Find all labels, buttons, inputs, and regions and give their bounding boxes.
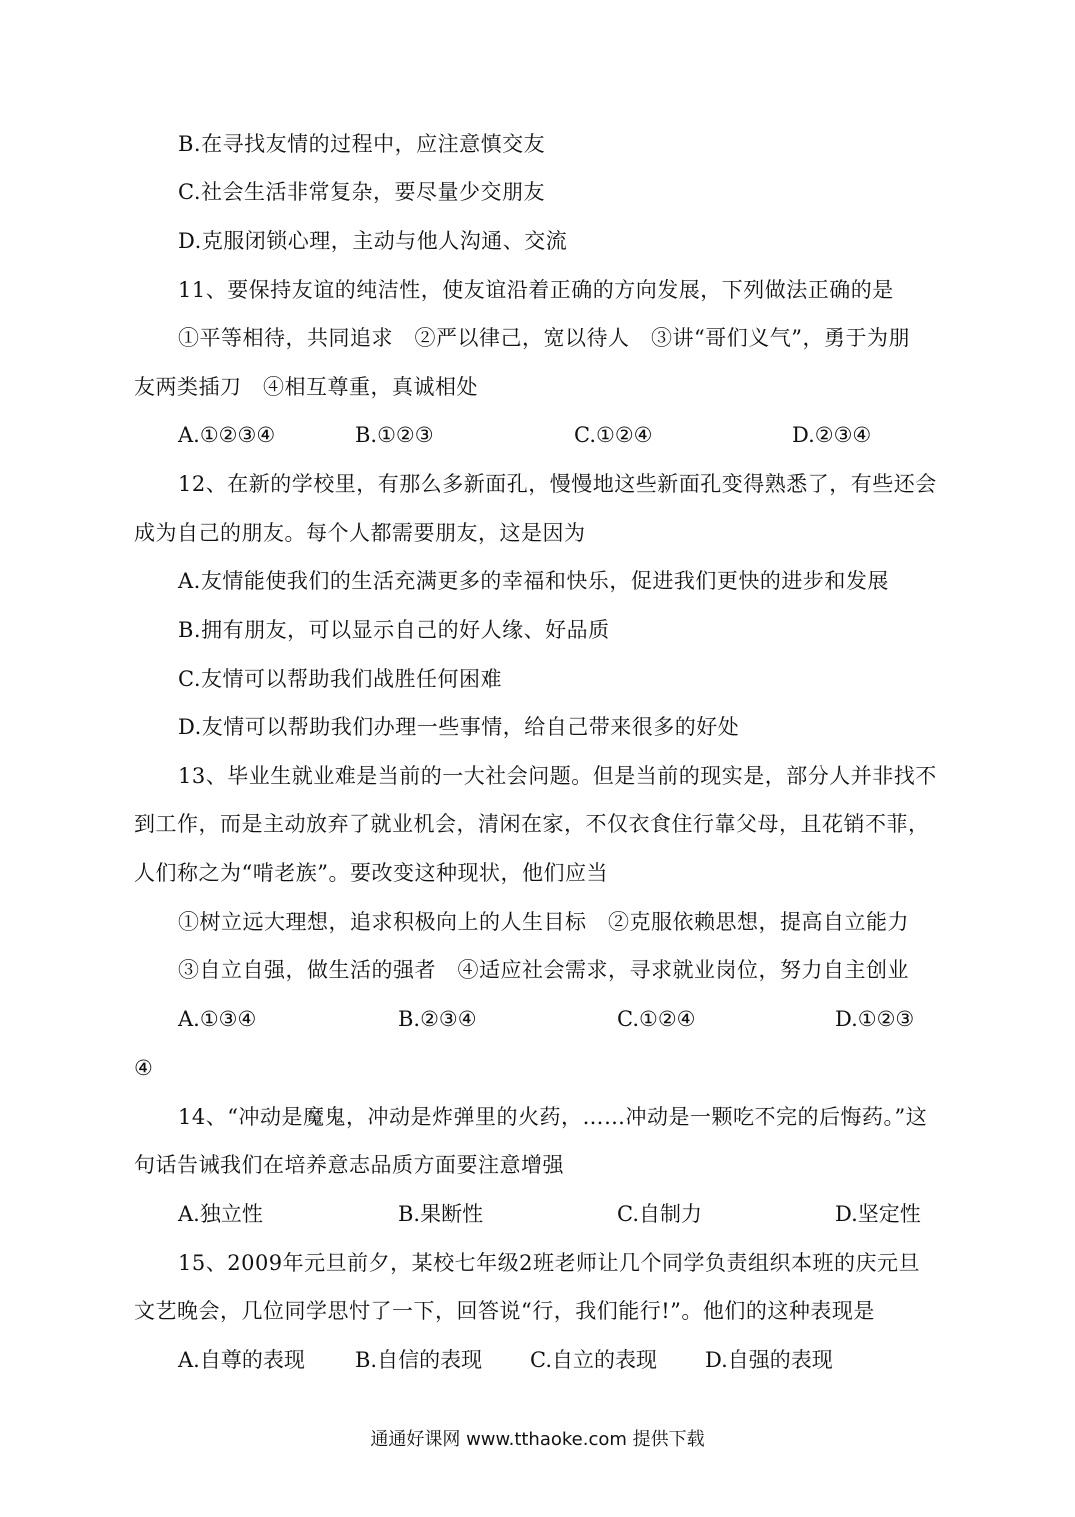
q13-items-line2: ③自立自强，做生活的强者 ④适应社会需求，寻求就业岗位，努力自主创业 [178,958,909,982]
q12-option-b: B.拥有朋友，可以显示自己的好人缘、好品质 [178,618,610,642]
q12-option-a: A.友情能使我们的生活充满更多的幸福和快乐，促进我们更快的进步和发展 [178,569,889,593]
q11-items-line1: ①平等相待，共同追求 ②严以律己，宽以待人 ③讲“哥们义气”，勇于为朋 [178,326,910,350]
q13-stem-line2: 到工作，而是主动放弃了就业机会，清闲在家，不仅衣食住行靠父母，且花销不菲， [134,812,930,836]
q15-stem-line1: 15、2009年元旦前夕，某校七年级2班老师让几个同学负责组织本班的庆元旦 [178,1251,921,1275]
q15-stem-line2: 文艺晚会，几位同学思忖了一下，回答说“行，我们能行!”。他们的这种表现是 [134,1299,875,1323]
q14-stem-line1: 14、“冲动是魔鬼，冲动是炸弹里的火药，……冲动是一颗吃不完的后悔药。”这 [178,1105,928,1129]
q10-option-b: B.在寻找友情的过程中，应注意慎交友 [178,132,546,156]
q15-option-a: A.自尊的表现 [178,1348,305,1372]
q15-option-b: B.自信的表现 [355,1348,483,1372]
q11-items-line2: 友两类插刀 ④相互尊重，真诚相处 [134,375,478,399]
q11-option-a: A.①②③④ [178,423,276,447]
q14-option-c: C.自制力 [617,1202,702,1226]
q12-option-c: C.友情可以帮助我们战胜任何困难 [178,667,502,691]
q13-option-d-wrap: ④ [134,1056,154,1080]
q15-option-d: D.自强的表现 [705,1348,833,1372]
q10-option-d: D.克服闭锁心理，主动与他人沟通、交流 [178,229,568,253]
q11-stem: 11、要保持友谊的纯洁性，使友谊沿着正确的方向发展，下列做法正确的是 [178,278,894,302]
q13-option-c: C.①②④ [617,1007,696,1031]
q14-option-a: A.独立性 [178,1202,263,1226]
q12-option-d: D.友情可以帮助我们办理一些事情，给自己带来很多的好处 [178,715,740,739]
q14-option-d: D.坚定性 [835,1202,921,1226]
page-footer: 通通好课网 www.tthaoke.com 提供下载 [370,1429,705,1450]
q14-option-b: B.果断性 [398,1202,484,1226]
q13-stem-line3: 人们称之为“啃老族”。要改变这种现状，他们应当 [134,861,608,885]
q12-stem-line1: 12、在新的学校里，有那么多新面孔，慢慢地这些新面孔变得熟悉了，有些还会 [178,472,937,496]
q13-stem-line1: 13、毕业生就业难是当前的一大社会问题。但是当前的现实是，部分人并非找不 [178,764,937,788]
q13-option-a: A.①③④ [178,1007,257,1031]
q13-option-b: B.②③④ [398,1007,477,1031]
q14-stem-line2: 句话告诫我们在培养意志品质方面要注意增强 [134,1153,564,1177]
q11-option-d: D.②③④ [792,423,872,447]
q12-stem-line2: 成为自己的朋友。每个人都需要朋友，这是因为 [134,521,586,545]
q11-option-c: C.①②④ [574,423,653,447]
q13-items-line1: ①树立远大理想，追求积极向上的人生目标 ②克服依赖思想，提高自立能力 [178,910,909,934]
q15-option-c: C.自立的表现 [530,1348,657,1372]
q11-option-b: B.①②③ [355,423,434,447]
q13-option-d: D.①②③ [835,1007,915,1031]
q10-option-c: C.社会生活非常复杂，要尽量少交朋友 [178,180,545,204]
